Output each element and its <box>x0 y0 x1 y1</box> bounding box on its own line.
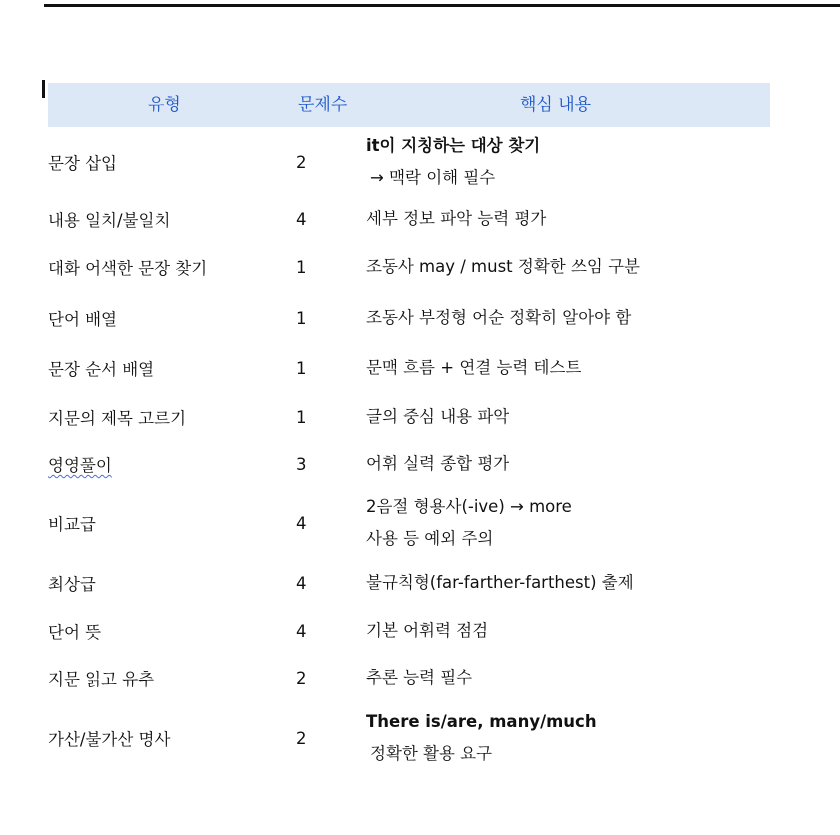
row-key-line: 2음절 형용사(-ive) → more <box>366 497 572 516</box>
row-key-line: 추론 능력 필수 <box>366 668 473 687</box>
table-row <box>0 701 840 775</box>
row-count: 2 <box>296 152 307 172</box>
row-key <box>366 441 840 487</box>
row-key-line: 사용 등 예외 주의 <box>366 529 494 548</box>
row-type: 지문 읽고 유추 <box>48 670 155 689</box>
table-row <box>0 607 840 655</box>
row-type: 가산/불가산 명사 <box>48 730 171 749</box>
row-count: 2 <box>296 728 307 748</box>
table-row <box>0 441 840 487</box>
row-count: 1 <box>296 358 307 378</box>
row-count: 4 <box>296 621 307 641</box>
row-count: 4 <box>296 573 307 593</box>
row-type: 단어 뜻 <box>48 623 102 642</box>
row-key-line: 조동사 부정형 어순 정확히 알아야 함 <box>366 308 632 327</box>
row-type-text: 영영풀이 <box>48 456 112 475</box>
header-type: 유형 <box>148 95 181 115</box>
row-count: 1 <box>296 308 307 328</box>
row-key-line: 문맥 흐름 + 연결 능력 테스트 <box>366 358 582 377</box>
table-row <box>0 655 840 701</box>
header-key-content: 핵심 내용 <box>520 95 592 115</box>
text-cursor <box>42 80 45 98</box>
row-type: 문장 삽입 <box>48 154 118 173</box>
row-type: 단어 배열 <box>48 310 118 329</box>
row-key <box>366 559 840 607</box>
table-row <box>0 393 840 441</box>
table-row <box>0 197 840 241</box>
table-row <box>0 487 840 559</box>
row-type: 대화 어색한 문장 찾기 <box>48 259 208 278</box>
row-key <box>366 197 840 241</box>
table-row <box>0 343 840 393</box>
row-type <box>48 441 288 487</box>
row-count: 1 <box>296 257 307 277</box>
row-key-line: There is/are, many/much <box>366 712 597 731</box>
table-row <box>0 559 840 607</box>
row-key-line: 불규칙형(far-farther-farthest) 출제 <box>366 573 634 592</box>
row-key-line: 기본 어휘력 점검 <box>366 621 489 640</box>
row-count: 3 <box>296 454 307 474</box>
row-key <box>366 655 840 701</box>
top-rule <box>44 4 840 7</box>
row-key <box>366 241 840 293</box>
row-count: 4 <box>296 209 307 229</box>
row-key-line: it이 지칭하는 대상 찾기 <box>366 136 541 155</box>
row-key-line: 세부 정보 파악 능력 평가 <box>366 209 547 228</box>
table-row <box>0 127 840 197</box>
row-key-line: → 맥락 이해 필수 <box>370 168 496 187</box>
row-key-line: 조동사 may / must 정확한 쓰임 구분 <box>366 257 640 276</box>
row-type: 지문의 제목 고르기 <box>48 409 187 428</box>
row-key <box>366 343 840 393</box>
table-row <box>0 293 840 343</box>
row-key <box>366 701 840 775</box>
row-key-line: 어휘 실력 종합 평가 <box>366 454 510 473</box>
row-count: 1 <box>296 407 307 427</box>
row-type: 내용 일치/불일치 <box>48 211 171 230</box>
header-count: 문제수 <box>298 95 348 115</box>
question-type-table <box>0 127 840 775</box>
row-key-line: 글의 중심 내용 파악 <box>366 407 510 426</box>
row-count: 2 <box>296 668 307 688</box>
row-key-line: 정확한 활용 요구 <box>370 744 493 763</box>
row-type: 문장 순서 배열 <box>48 360 155 379</box>
row-count: 4 <box>296 513 307 533</box>
row-key <box>366 607 840 655</box>
table-header <box>48 83 770 127</box>
row-key <box>366 487 840 559</box>
row-type: 최상급 <box>48 575 96 594</box>
row-type: 비교급 <box>48 515 96 534</box>
table-row <box>0 241 840 293</box>
row-key <box>366 293 840 343</box>
row-key <box>366 393 840 441</box>
row-key <box>366 127 840 197</box>
